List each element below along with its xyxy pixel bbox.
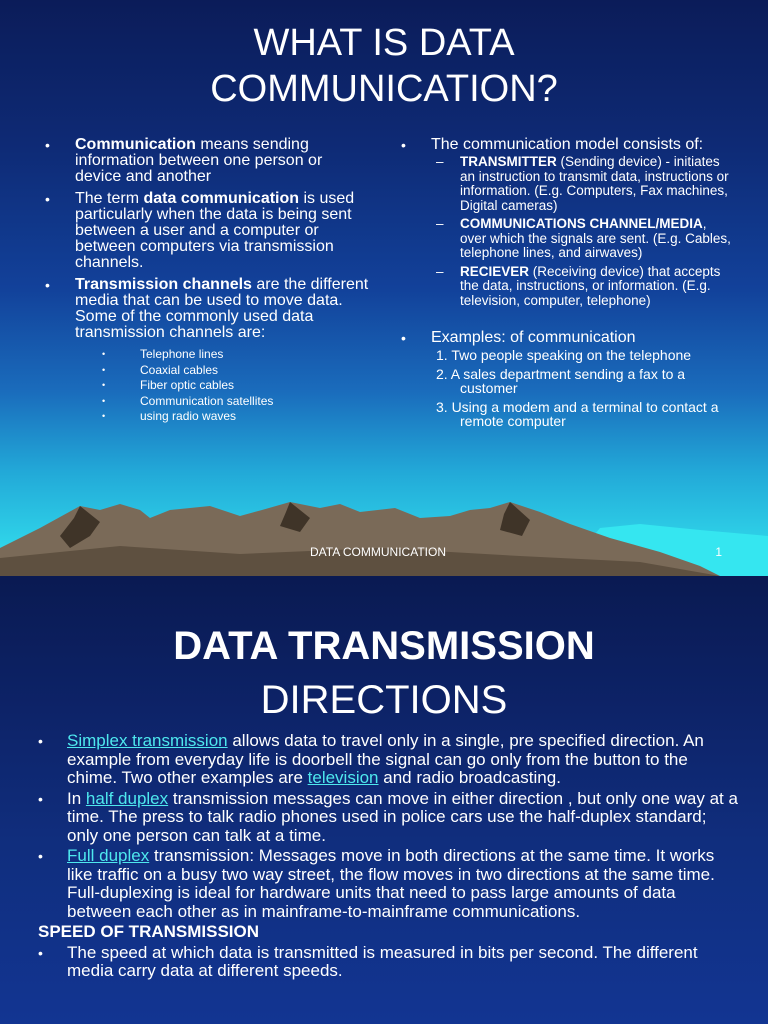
right-column (396, 137, 736, 433)
left-column (40, 137, 370, 425)
mountain-landscape (0, 496, 768, 576)
list-item: • Communication satellites (102, 394, 370, 410)
simplex-link[interactable]: Simplex transmission (67, 731, 228, 750)
television-link[interactable]: television (307, 768, 379, 787)
slide-2-body (38, 732, 738, 983)
bullet-speed: • The speed at which data is transmitted is measured in bits per second. The different media carry data at different speeds. (38, 944, 738, 981)
bullet-simplex: • Simplex transmission allows data to travel only in a single, pre specified direction. An example from everyday life is doorbell the signal can go only from the button to the chime. Two other examples are television and radio broadcasting. (38, 732, 738, 788)
slide-1-title (0, 20, 768, 112)
model-channel: – COMMUNICATIONS CHANNEL/MEDIA, over which the signals are sent. (E.g. Cables, telephone lines, and airwaves) (436, 217, 736, 261)
bullet-half-duplex: • In half duplex transmission messages can move in either direction , but only one way at a time. The press to talk radio phones used in police cars use the half-duplex standard; only one person can talk at a time. (38, 790, 738, 846)
half-duplex-link[interactable]: half duplex (85, 788, 169, 808)
page-number: 1 (715, 545, 722, 559)
list-item: • using radio waves (102, 409, 370, 425)
speed-heading: SPEED OF TRANSMISSION (38, 922, 260, 941)
model-transmitter: – TRANSMITTER (Sending device) - initiates an instruction to transmit data, instructions or information. (E.g. Computers, Fax machines, Digital cameras) (436, 155, 736, 213)
footer-title: DATA COMMUNICATION (310, 545, 446, 559)
channels-list (40, 347, 370, 425)
list-item: • Fiber optic cables (102, 378, 370, 394)
bullet-examples-intro: • Examples: of communication (396, 330, 736, 346)
title-line-2: COMMUNICATION? (210, 68, 558, 110)
bullet-data-communication: • The term data communication is used particularly when the data is being sent between a user and a computer or between computers via transmission channels. (40, 191, 370, 271)
bullet-full-duplex: • Full duplex transmission: Messages move in both directions at the same time. It works like traffic on a busy two way street, the flow moves in two directions at the same time. Full-duplexing is ideal for hardware units that need to pass large amounts of data between each other as in mainframe-to-mainframe communications. (38, 847, 738, 921)
bullet-transmission-channels: • Transmission channels are the different media that can be used to move data. Some of the commonly used data transmission channels are: (40, 277, 370, 341)
title-line-1: WHAT IS DATA (253, 22, 515, 64)
model-receiver: – RECIEVER (Receiving device) that accepts the data, instructions, or information. (E.g. television, computer, telephone) (436, 265, 736, 309)
full-duplex-link[interactable]: Full duplex (67, 846, 150, 865)
slide-2-title: DATA TRANSMISSION (173, 624, 595, 668)
list-item: 3. Using a modem and a terminal to contact a remote computer (436, 398, 719, 429)
slide-2-subtitle: DIRECTIONS (260, 678, 508, 722)
list-item: 2. A sales department sending a fax to a customer (436, 365, 686, 396)
list-item: 1. Two people speaking on the telephone (436, 347, 692, 363)
bullet-model-intro: • The communication model consists of: (396, 137, 736, 153)
bullet-communication: • Communication means sending information between one person or device and another (40, 137, 370, 185)
list-item: • Coaxial cables (102, 363, 370, 379)
list-item: • Telephone lines (102, 347, 370, 363)
